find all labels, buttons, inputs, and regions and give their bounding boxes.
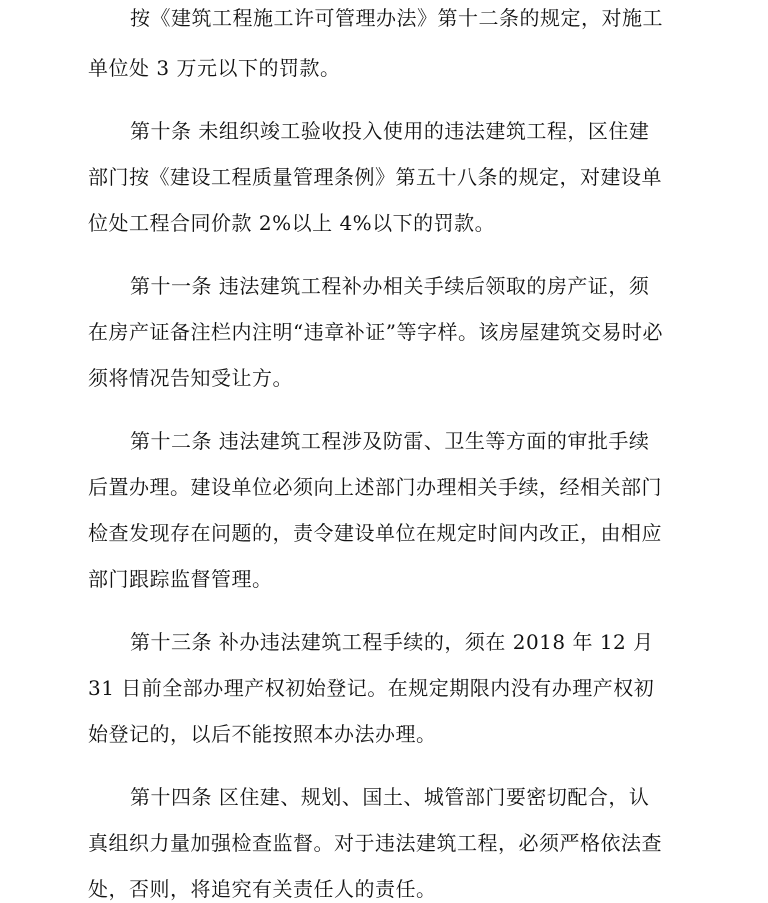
article-14-line-3: 处，否则，将追究有关责任人的责任。 [88, 877, 437, 901]
article-13-line-2: 31 日前全部办理产权初始登记。在规定期限内没有办理产权初 [88, 676, 655, 700]
article-11-line-1: 第十一条 违法建筑工程补办相关手续后领取的房产证，须 [130, 274, 650, 298]
article-12-line-4: 部门跟踪监督管理。 [88, 567, 273, 591]
article-11-line-2: 在房产证备注栏内注明“违章补证”等字样。该房屋建筑交易时必 [88, 320, 663, 344]
article-14-line-2: 真组织力量加强检查监督。对于违法建筑工程，必须严格依法查 [88, 831, 662, 855]
article-12-line-3: 检查发现存在问题的，责令建设单位在规定时间内改正，由相应 [88, 521, 662, 545]
article-12-line-2: 后置办理。建设单位必须向上述部门办理相关手续，经相关部门 [88, 475, 662, 499]
paragraph-1-line-2: 单位处 3 万元以下的罚款。 [88, 56, 341, 80]
article-10-line-1: 第十条 未组织竣工验收投入使用的违法建筑工程，区住建 [130, 119, 650, 143]
paragraph-1-line-1: 按《建筑工程施工许可管理办法》第十二条的规定，对施工 [130, 6, 663, 30]
article-10-line-2: 部门按《建设工程质量管理条例》第五十八条的规定，对建设单 [88, 165, 662, 189]
article-13-line-3: 始登记的，以后不能按照本办法办理。 [88, 722, 437, 746]
article-14-line-1: 第十四条 区住建、规划、国土、城管部门要密切配合，认 [130, 785, 650, 809]
article-11-line-3: 须将情况告知受让方。 [88, 366, 293, 390]
article-10-line-3: 位处工程合同价款 2%以上 4%以下的罚款。 [88, 211, 496, 235]
article-12-line-1: 第十二条 违法建筑工程涉及防雷、卫生等方面的审批手续 [130, 429, 650, 453]
article-13-line-1: 第十三条 补办违法建筑工程手续的，须在 2018 年 12 月 [130, 630, 654, 654]
